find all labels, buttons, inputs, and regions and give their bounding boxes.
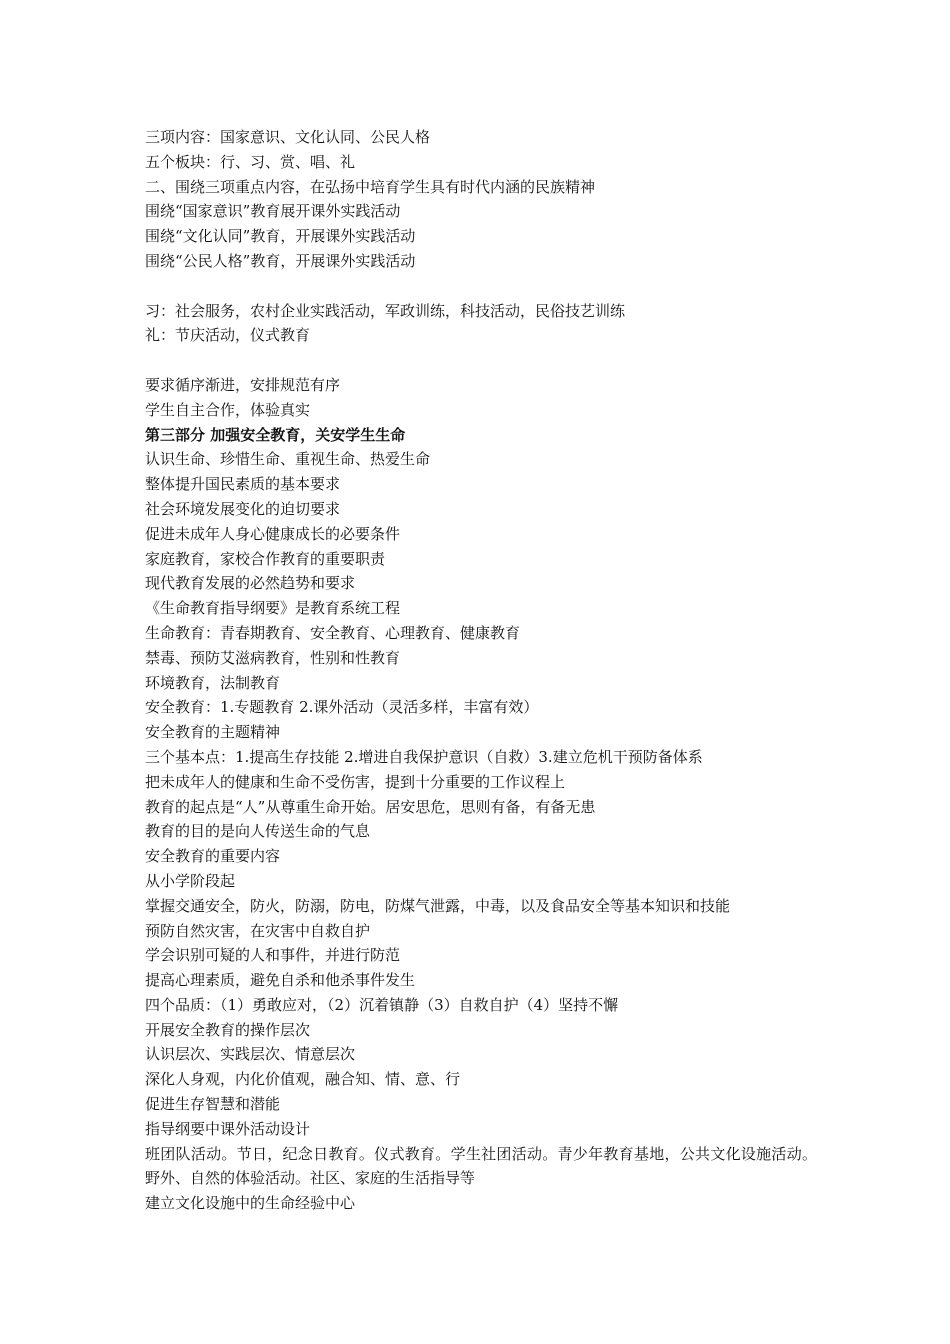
text-line: 促进生存智慧和潜能: [145, 1095, 281, 1114]
text-line: 安全教育的重要内容: [145, 847, 281, 866]
text-line: 二、围绕三项重点内容，在弘扬中培育学生具有时代内涵的民族精神: [145, 177, 596, 196]
document-body: [145, 125, 817, 1216]
text-line: 围绕“文化认同”教育，开展课外实践活动: [145, 227, 416, 246]
text-line: 整体提升国民素质的基本要求: [145, 475, 341, 494]
text-line: 指导纲要中课外活动设计: [145, 1119, 311, 1138]
text-line: 从小学阶段起: [145, 871, 236, 890]
text-line: 安全教育：1.专题教育 2.课外活动（灵活多样，丰富有效）: [145, 698, 539, 717]
text-line: 三项内容：国家意识、文化认同、公民人格: [145, 128, 431, 146]
section-heading: 第三部分 加强安全教育，关安学生生命: [145, 425, 406, 444]
text-line: 深化人身观，内化价值观，融合知、情、意、行: [145, 1070, 461, 1089]
text-line: 认识生命、珍惜生命、重视生命、热爱生命: [145, 450, 431, 469]
blank-line: [145, 274, 817, 299]
blank-line: [145, 348, 817, 373]
text-line: 建立文化设施中的生命经验中心: [145, 1194, 356, 1213]
text-line: 学生自主合作，体验真实: [145, 400, 311, 419]
text-line: 四个品质：（1）勇敢应对，（2）沉着镇静（3）自救自护（4）坚持不懈: [145, 995, 619, 1014]
text-line: 教育的起点是“人”从尊重生命开始。居安思危，思则有备，有备无患: [145, 797, 596, 816]
text-line: 掌握交通安全，防火，防溺，防电，防煤气泄露，中毒，以及食品安全等基本知识和技能: [145, 896, 731, 915]
text-line: 禁毒、预防艾滋病教育，性别和性教育: [145, 648, 401, 667]
text-line: 五个板块：行、习、赏、唱、礼: [145, 152, 356, 171]
text-line: 礼：节庆活动，仪式教育: [145, 326, 311, 345]
text-line: 三个基本点：1.提高生存技能 2.增进自我保护意识（自救）3.建立危机干预防备体系: [145, 747, 703, 766]
text-line: 预防自然灾害，在灾害中自救自护: [145, 921, 371, 940]
text-line: 社会环境发展变化的迫切要求: [145, 499, 341, 518]
text-line: 家庭教育，家校合作教育的重要职责: [145, 549, 386, 568]
text-line: 现代教育发展的必然趋势和要求: [145, 574, 356, 593]
text-line: 围绕“国家意识”教育展开课外实践活动: [145, 202, 401, 221]
text-line: 环境教育，法制教育: [145, 673, 281, 692]
text-line: 学会识别可疑的人和事件，并进行防范: [145, 946, 401, 965]
text-line: 促进未成年人身心健康成长的必要条件: [145, 524, 401, 543]
text-line: 生命教育：青春期教育、安全教育、心理教育、健康教育: [145, 623, 521, 642]
text-line: 围绕“公民人格”教育，开展课外实践活动: [145, 251, 416, 270]
text-paragraph: 班团队活动。节日，纪念日教育。仪式教育。学生社团活动。青少年教育基地，公共文化设施活动。野外、自然的体验活动。社区、家庭的生活指导等: [145, 1144, 817, 1188]
text-line: 安全教育的主题精神: [145, 723, 281, 742]
text-line: 习：社会服务，农村企业实践活动，军政训练，科技活动，民俗技艺训练: [145, 301, 626, 320]
text-line: 提高心理素质，避免自杀和他杀事件发生: [145, 971, 416, 990]
text-line: 开展安全教育的操作层次: [145, 1020, 311, 1039]
text-line: 认识层次、实践层次、情意层次: [145, 1045, 356, 1064]
text-line: 把未成年人的健康和生命不受伤害，提到十分重要的工作议程上: [145, 772, 566, 791]
text-line: 教育的目的是向人传送生命的气息: [145, 822, 371, 841]
text-line: 要求循序渐进，安排规范有序: [145, 375, 341, 394]
text-line: 《生命教育指导纲要》是教育系统工程: [145, 599, 401, 618]
